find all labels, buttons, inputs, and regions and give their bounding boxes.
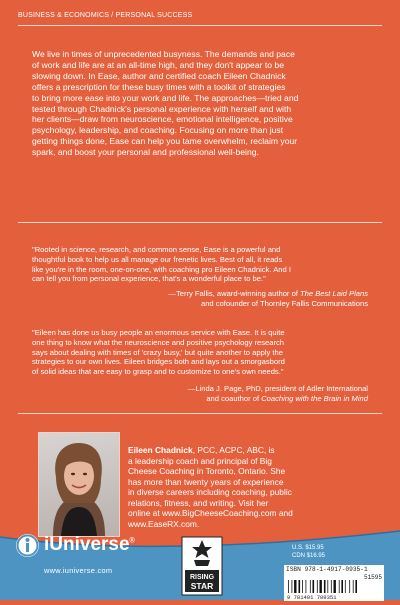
testimonial-fallis	[32, 245, 370, 284]
description-line: of work and life are at an all-time high, and they don't appear to be	[32, 59, 284, 70]
barcode-bar	[292, 580, 293, 593]
quote-line: "Eileen has done us busy people an enormous service with Ease. It is quite	[32, 328, 285, 337]
barcode-bar	[317, 580, 318, 593]
attribution-text: —Linda J. Page, PhD, president of Adler International	[187, 384, 368, 393]
barcode-bar	[353, 580, 354, 593]
barcode-bar	[306, 580, 307, 593]
quote-line: like you're in the room, one-on-one, with coaching pro Eileen Chadnick. And I	[32, 264, 291, 274]
barcode-number: 9 781491 709351	[287, 594, 337, 600]
price-cdn: CDN $16.95	[292, 552, 326, 559]
rising-star-badge	[181, 536, 223, 596]
attribution-text: and coauthor of	[206, 393, 262, 403]
middle-divider	[18, 222, 382, 223]
description-line: to bring more ease into your work and life. The approaches—tried and	[32, 92, 299, 103]
barcode-bar	[339, 580, 340, 593]
bio-line: online at www.BigCheeseCoaching.com and	[128, 508, 293, 518]
bio-line: , PCC, ACPC, ABC, is	[192, 445, 275, 455]
isbn-text: ISBN 978-1-4917-0935-1	[286, 566, 368, 573]
attribution-page	[48, 384, 368, 404]
barcode-bar	[345, 580, 346, 593]
description-line: offers a prescription for these busy times with a toolkit of strategies	[32, 81, 286, 92]
barcode-bar	[355, 580, 357, 593]
barcode-bar	[324, 580, 326, 593]
description-line: getting things done, Ease can help you tame overwhelm, reclaim your	[32, 136, 298, 147]
price-us: U.S. $15.95	[292, 545, 324, 551]
publisher-name: iUniverse	[44, 534, 130, 555]
description-line: tested through Chadnick's personal experience with herself and with	[32, 103, 292, 114]
author-name: Eileen Chadnick	[128, 445, 193, 455]
top-divider	[18, 25, 382, 26]
barcode-bar	[341, 580, 343, 593]
barcode-bar	[331, 580, 332, 593]
publisher-logo	[44, 534, 135, 556]
author-bio	[128, 445, 368, 529]
description-line: her clients—draw from neuroscience, emotional intelligence, positive	[32, 114, 293, 125]
lower-divider	[18, 413, 382, 414]
author-photo	[38, 432, 120, 537]
bio-line: Cheese Coaching in Toronto, Ontario. She	[128, 466, 286, 476]
quote-line: strategies to our own lives. Eileen bridges both and lays out a smorgasbord	[32, 357, 285, 367]
price-block	[292, 545, 325, 560]
description-line: slowing down. In Ease, author and certified coach Eileen Chadnick	[32, 70, 286, 81]
barcode-bar	[327, 580, 328, 593]
attribution-book-title: The Best Laid Plans	[300, 289, 368, 298]
barcode-bar	[310, 580, 311, 593]
quote-line: of solid ideas that are easy to grasp and to customize to one's own needs."	[32, 367, 284, 377]
category-label: BUSINESS & ECONOMICS / PERSONAL SUCCESS	[18, 12, 193, 19]
publisher-url[interactable]: www.iuniverse.com	[44, 566, 113, 575]
barcode-addon: 51595	[363, 574, 382, 581]
bio-line: has more than twenty years of experience	[128, 476, 284, 487]
barcode-bar	[294, 580, 296, 593]
bio-line: relations, fitness, and writing. Visit her	[128, 497, 269, 508]
quote-line: says about dealing with times of 'crazy busy,' but quite another to apply the	[32, 347, 283, 357]
quote-line: thoughtful book to help us all manage our frenetic lives. Best of all, it reads	[32, 254, 283, 264]
quote-line: can tell you from personal experience, that's a wonderful place to be."	[32, 274, 266, 284]
barcode-bar	[302, 580, 303, 593]
award-line-2: STAR	[190, 581, 214, 591]
description-line: spark, and boost your personal and professional well-being.	[32, 147, 259, 158]
book-description	[32, 49, 370, 158]
barcode-bar	[320, 580, 322, 593]
barcode-bars	[286, 574, 382, 600]
quote-line: one thing to know what the neuroscience and positive psychology research	[32, 337, 285, 347]
barcode-bar	[334, 580, 336, 593]
attribution-book-title: Coaching with the Brain in Mind	[261, 393, 368, 403]
barcode	[284, 565, 384, 601]
attribution-text: —Terry Fallis, award-winning author of	[168, 289, 301, 298]
bio-line: www.EaseRX.com.	[128, 518, 200, 529]
testimonial-page	[32, 328, 370, 377]
description-line: psychology, leadership, and coaching. Focusing on more than just	[32, 125, 284, 136]
attribution-text: and cofounder of Thornley Fallis Communications	[200, 298, 368, 308]
bio-line: in diverse careers including coaching, public	[128, 487, 292, 497]
barcode-bar	[349, 580, 350, 593]
award-line-1: RISING	[189, 574, 215, 581]
barcode-bar	[288, 580, 289, 593]
bio-line: a leadership coach and principal of Big	[128, 455, 272, 466]
iuniverse-logo-icon	[16, 534, 39, 557]
quote-line: "Rooted in science, research, and common sense, Ease is a powerful and	[32, 245, 281, 254]
barcode-bar	[299, 580, 301, 593]
publisher-trademark: ®	[129, 537, 135, 545]
attribution-fallis	[68, 289, 368, 309]
description-line: We live in times of unprecedented busyness. The demands and pace	[32, 49, 295, 59]
barcode-bar	[313, 580, 315, 593]
